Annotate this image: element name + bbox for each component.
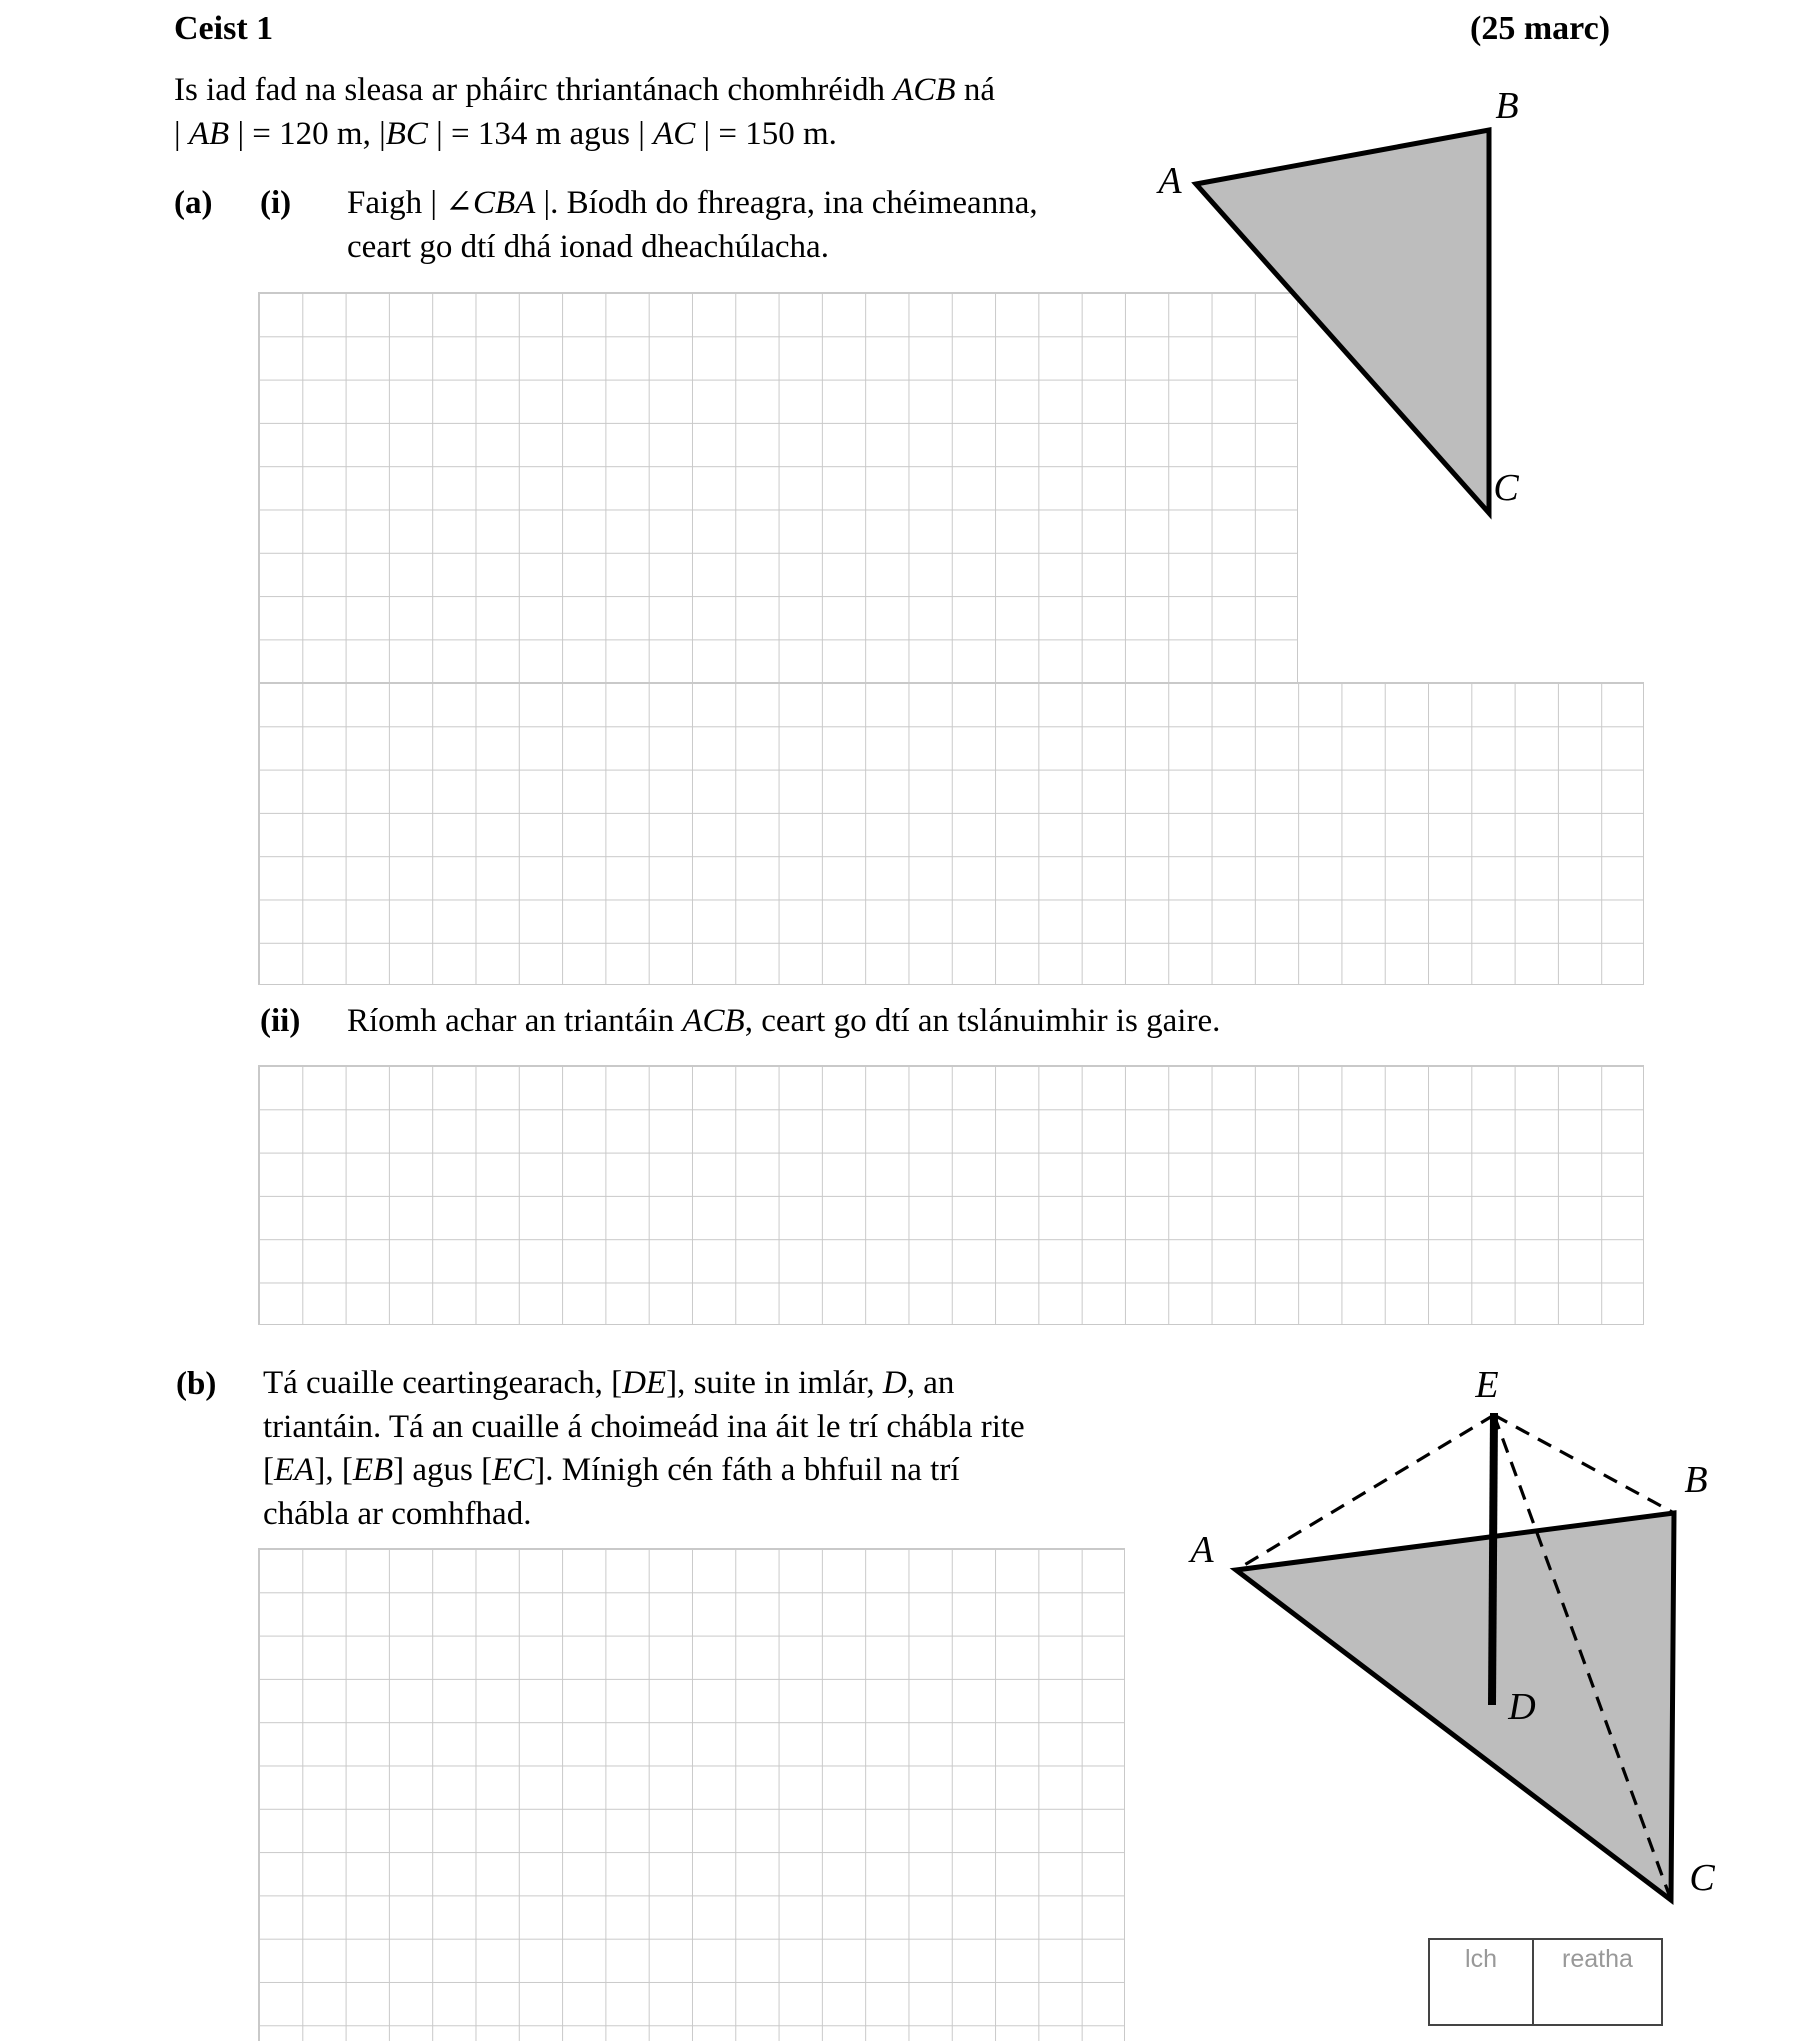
vertex-label-a: A	[1158, 160, 1182, 202]
part-b-line-1: Tá cuaille ceartingearach, [DE], suite in imlár, D, an	[263, 1365, 955, 1401]
triangle-field-diagram	[1130, 85, 1610, 545]
page-number-table	[1428, 1938, 1663, 2026]
vertex-label-c: C	[1493, 467, 1519, 509]
answer-grid-a-i-lower	[258, 682, 1644, 985]
cable-eb	[1494, 1415, 1674, 1513]
part-b-line-4: chábla ar comhfhad.	[263, 1495, 532, 1532]
part-a-ii-label: (ii)	[260, 1003, 301, 1039]
part-a-ii-text: Ríomh achar an triantáin ACB, ceart go dtí an tslánuimhir is gaire.	[347, 1003, 1221, 1039]
question-number: Ceist 1	[174, 10, 274, 47]
part-a-label: (a)	[174, 185, 213, 221]
answer-grid-b	[258, 1548, 1125, 2041]
part-a-i-line-2: ceart go dtí dhá ionad dheachúlacha.	[347, 229, 829, 265]
part-b-line-3: [EA], [EB] agus [EC]. Mínigh cén fáth a bhfuil na trí	[263, 1452, 960, 1488]
intro-paragraph	[174, 68, 995, 156]
part-a-i-text	[347, 181, 1038, 269]
part-a-i-label: (i)	[260, 185, 292, 221]
triangle-abc-shape	[1236, 1513, 1674, 1900]
intro-line-2: | AB | = 120 m, |BC | = 134 m agus | AC | = 150 m.	[174, 116, 837, 152]
vertex-label-b: B	[1495, 85, 1519, 127]
triangle-acb-shape	[1196, 130, 1489, 513]
vertex-label-e: E	[1475, 1364, 1499, 1406]
vertex-label-b: B	[1684, 1459, 1708, 1501]
vertex-label-d: D	[1508, 1686, 1536, 1728]
vertex-label-a: A	[1190, 1529, 1214, 1571]
marks-label: (25 marc)	[1470, 10, 1611, 47]
answer-grid-a-ii	[258, 1065, 1644, 1325]
page-table-cell-lch: lch	[1430, 1940, 1534, 2024]
intro-line-1: Is iad fad na sleasa ar pháirc thriantánach chomhréidh ACB ná	[174, 72, 995, 108]
part-b-label: (b)	[176, 1366, 217, 1402]
pole-ed	[1492, 1413, 1494, 1705]
pole-and-cables-diagram	[1150, 1355, 1770, 1995]
vertex-label-c: C	[1689, 1857, 1715, 1899]
page-table-cell-reatha: reatha	[1562, 1945, 1633, 1973]
part-a-i-line-1: Faigh | ∠CBA |. Bíodh do fhreagra, ina chéimeanna,	[347, 185, 1038, 221]
part-b-text	[263, 1362, 1025, 1536]
part-b-line-2: triantáin. Tá an cuaille á choimeád ina áit le trí chábla rite	[263, 1408, 1025, 1445]
